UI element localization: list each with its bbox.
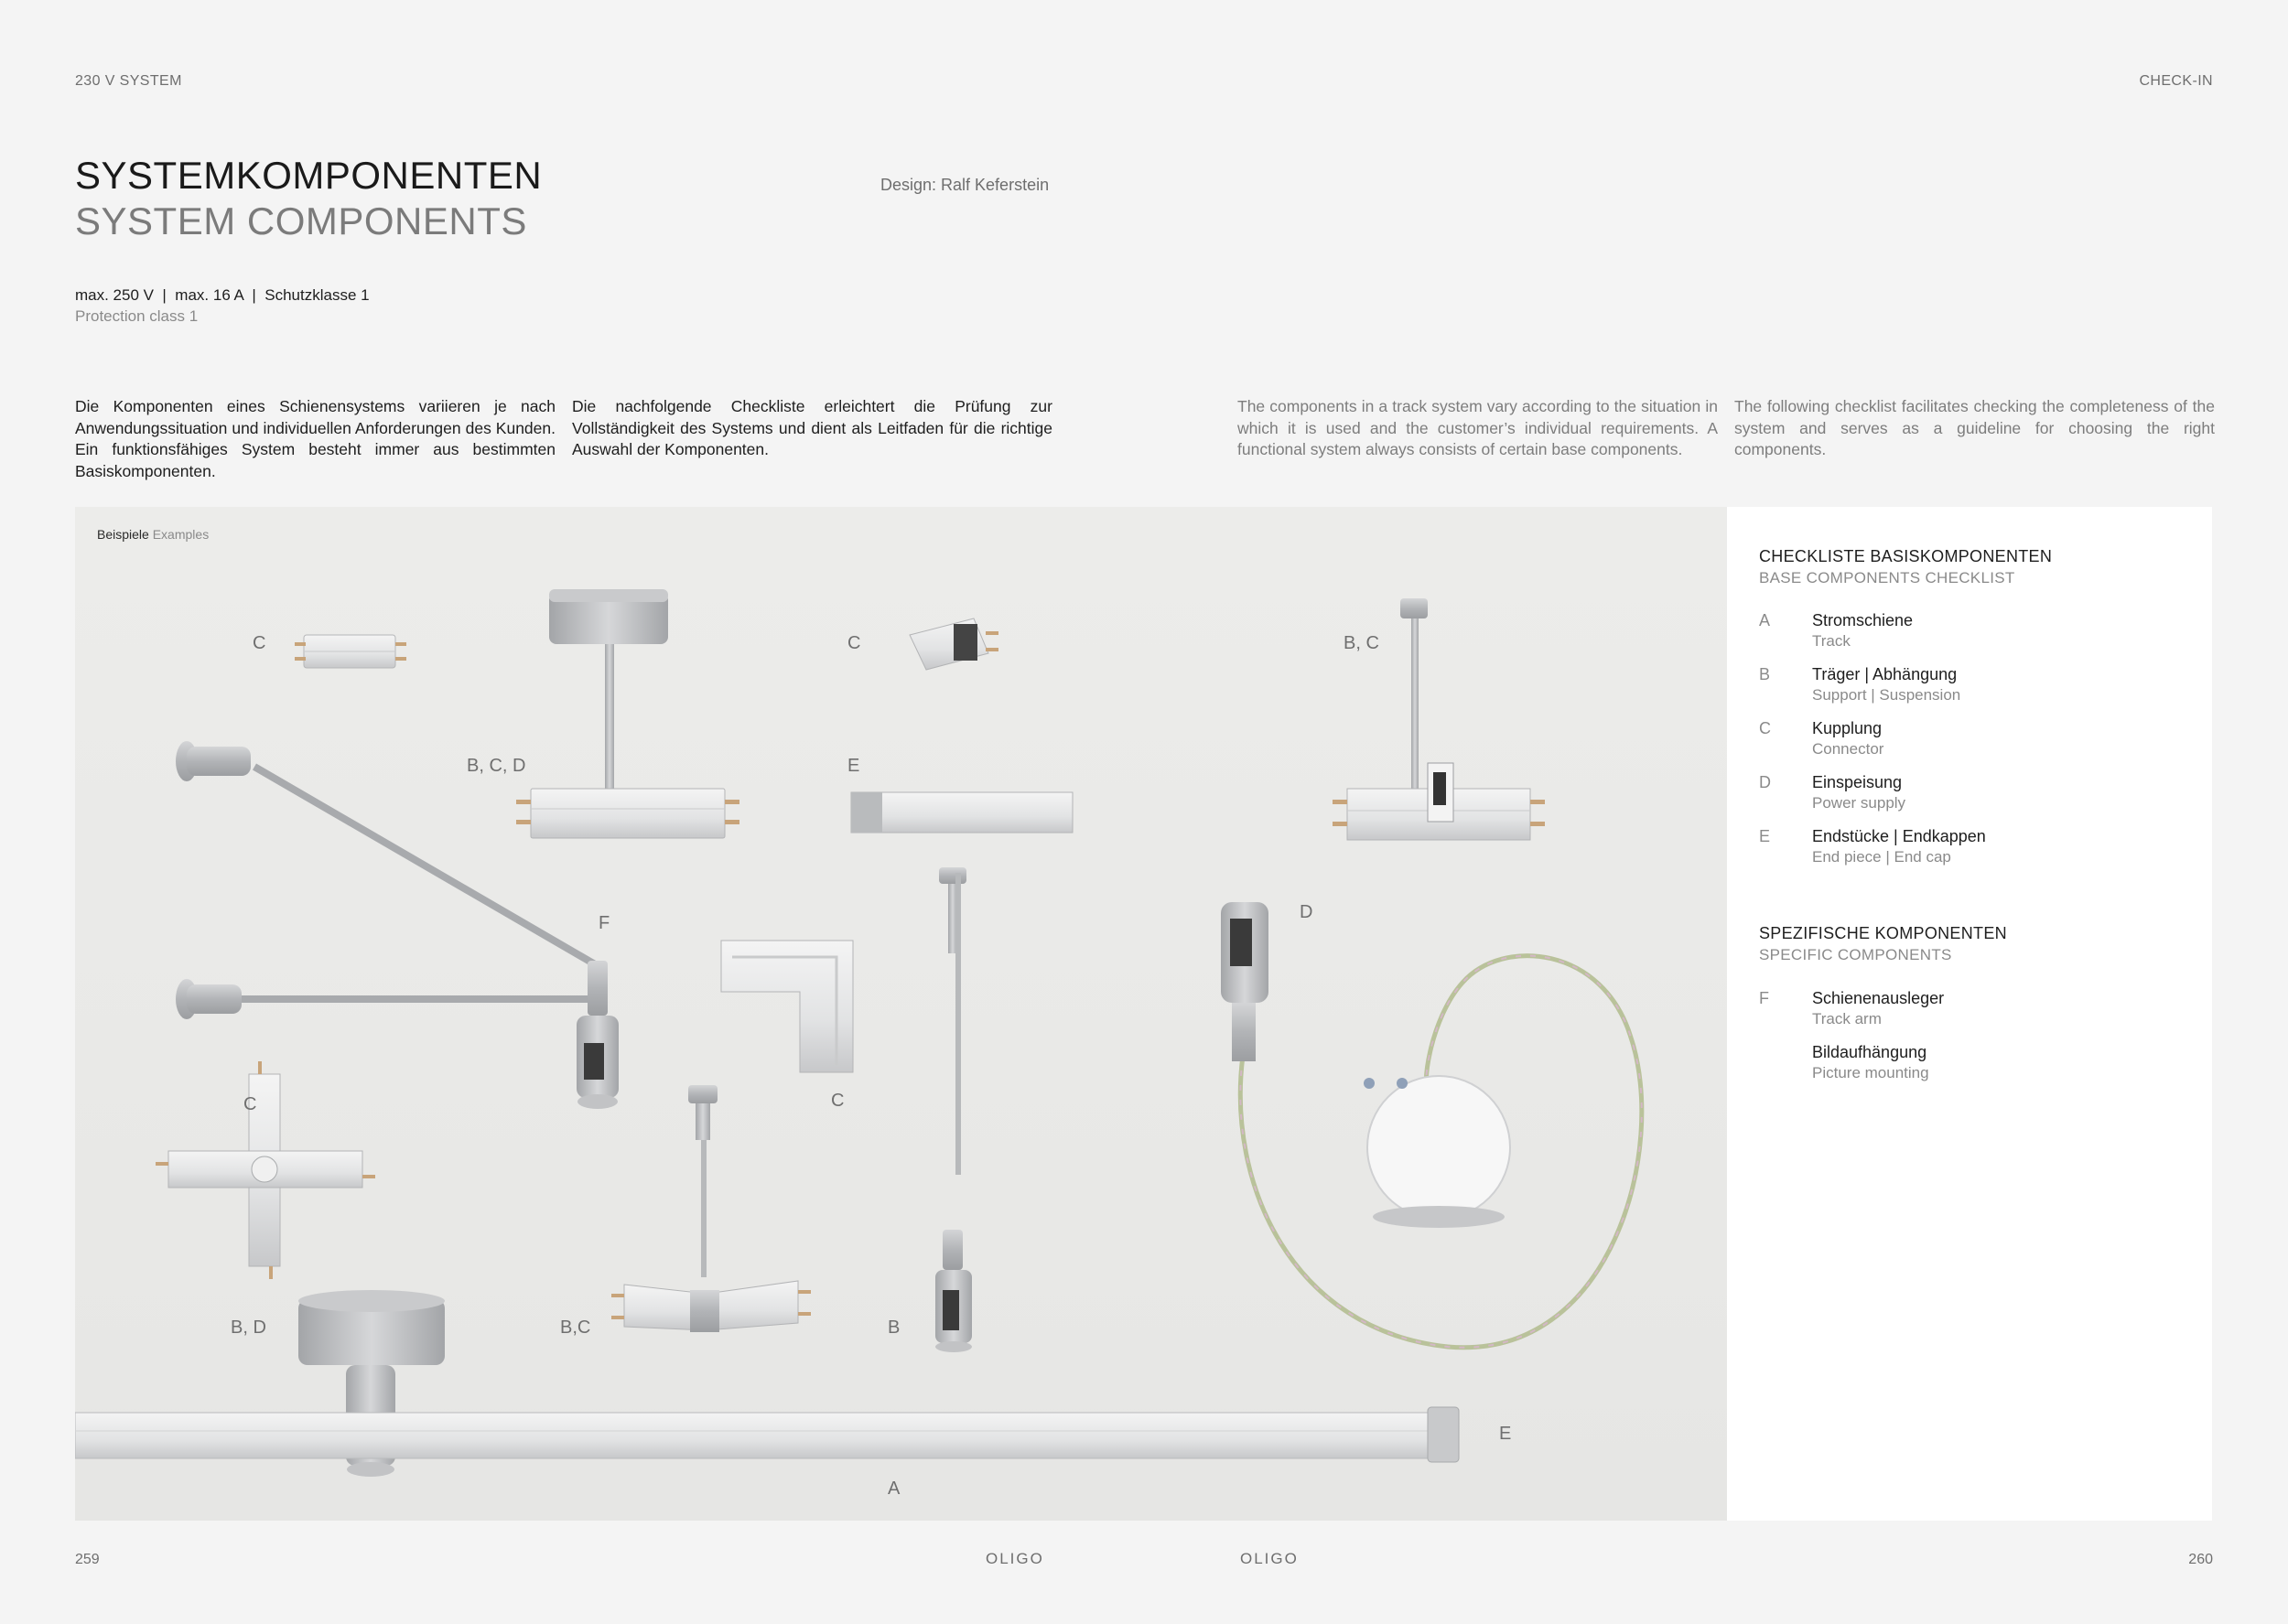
checklist-item-letter: D (1759, 773, 1771, 791)
examples-label-de: Beispiele (97, 527, 149, 542)
suspension-short (611, 1085, 811, 1332)
specific-checklist-title-en: SPECIFIC COMPONENTS (1759, 946, 1952, 963)
checklist-item-en: Power supply (1812, 794, 1906, 812)
checklist-item-letter: F (1759, 989, 1769, 1007)
photo-label-c: C (253, 633, 266, 653)
end-piece-top (851, 792, 1073, 833)
checklist-item-de: Träger | Abhängung (1812, 665, 1958, 683)
checklist-item-en: Track arm (1812, 1010, 1882, 1027)
checklist-item-en: Picture mounting (1812, 1064, 1929, 1081)
chapter-tag: CHECK-IN (2139, 73, 2213, 89)
power-supply (1221, 902, 1642, 1348)
brand-logo-left: OLIGO (986, 1550, 1044, 1567)
components-photo (75, 507, 1727, 1521)
section-tag: 230 V SYSTEM (75, 73, 182, 89)
intro-en-col2: The following checklist facilitates checking the completeness of the system and serves as a guideline for choosing the right components. (1734, 397, 2215, 458)
checklist-item-en: Support | Suspension (1812, 686, 1961, 704)
photo-label-bcd: B, C, D (467, 756, 526, 776)
corner-connector (721, 941, 853, 1072)
checklist-item-de: Einspeisung (1812, 773, 1903, 791)
photo-label-c: C (847, 633, 861, 653)
page-title-en: SYSTEM COMPONENTS (75, 199, 527, 242)
design-credit: Design: Ralf Keferstein (880, 176, 1050, 194)
checklist-item-de: Endstücke | Endkappen (1812, 827, 1986, 845)
checklist-item-letter: A (1759, 611, 1771, 629)
checklist-item-de: Kupplung (1812, 719, 1883, 737)
cross-connector (156, 1061, 375, 1279)
canopy-suspension (516, 589, 739, 838)
photo-label-c: C (831, 1091, 845, 1111)
page-number-right: 260 (2188, 1552, 2213, 1567)
specific-checklist-title-de: SPEZIFISCHE KOMPONENTEN (1759, 924, 2007, 942)
checklist-item-de: Schienenausleger (1812, 989, 1945, 1007)
photo-label-d: D (1300, 902, 1313, 922)
photo-label-e: E (1499, 1424, 1512, 1444)
checklist-item-de: Stromschiene (1812, 611, 1914, 629)
base-checklist-title-en: BASE COMPONENTS CHECKLIST (1759, 569, 2015, 586)
components-illustration (75, 507, 1727, 1521)
checklist-item-letter: E (1759, 827, 1771, 845)
base-checklist-title-de: CHECKLISTE BASISKOMPONENTEN (1759, 547, 2053, 565)
specs-de: max. 250 V | max. 16 A | Schutzklasse 1 (75, 286, 370, 304)
main-track (75, 1407, 1459, 1462)
photo-label-e: E (847, 756, 860, 776)
checklist-item-en: Track (1812, 632, 1851, 650)
checklist-panel (1727, 507, 2212, 1521)
photo-label-b: B (888, 1317, 901, 1338)
connector-angled (910, 618, 998, 670)
checklist-item-en: Connector (1812, 740, 1884, 758)
intro-de-col2: Die nachfolgende Checkliste erleichtert die Prüfung zur Vollständigkeit des Systems und dient als Leitfaden für die richtige Auswahl der Komponenten. (572, 397, 1052, 458)
checklist-item-letter: B (1759, 665, 1771, 683)
examples-label (97, 527, 209, 542)
connector-small (295, 635, 406, 668)
brand-logo-right: OLIGO (1240, 1550, 1299, 1567)
page-title-de: SYSTEMKOMPONENTEN (75, 154, 543, 197)
photo-label-a: A (888, 1479, 901, 1499)
photo-label-c: C (243, 1094, 257, 1114)
examples-label-en: Examples (152, 527, 210, 542)
checklist-item-en: End piece | End cap (1812, 848, 1951, 866)
photo-label-bd: B, D (231, 1317, 266, 1338)
checklist-item-letter: C (1759, 719, 1771, 737)
specs-en: Protection class 1 (75, 307, 199, 325)
intro-en-col1: The components in a track system vary according to the situation in which it is used and the customer’s individual requirements. A functional system always consists of certain base components. (1237, 397, 1718, 458)
intro-de-col1: Die Komponenten eines Schienensystems variieren je nach Anwendungssituation und individuellen Anforderungen des Kunden. Ein funktionsfähiges System besteht immer aus bestimmten Basiskomponenten. (75, 397, 556, 480)
photo-label-bc: B, C (1344, 633, 1379, 653)
photo-label-bc: B,C (560, 1317, 591, 1338)
checklist-item-de: Bildaufhängung (1812, 1043, 1927, 1061)
photo-label-f: F (599, 913, 610, 933)
pendant-long (935, 867, 972, 1352)
page-number-left: 259 (75, 1552, 100, 1567)
